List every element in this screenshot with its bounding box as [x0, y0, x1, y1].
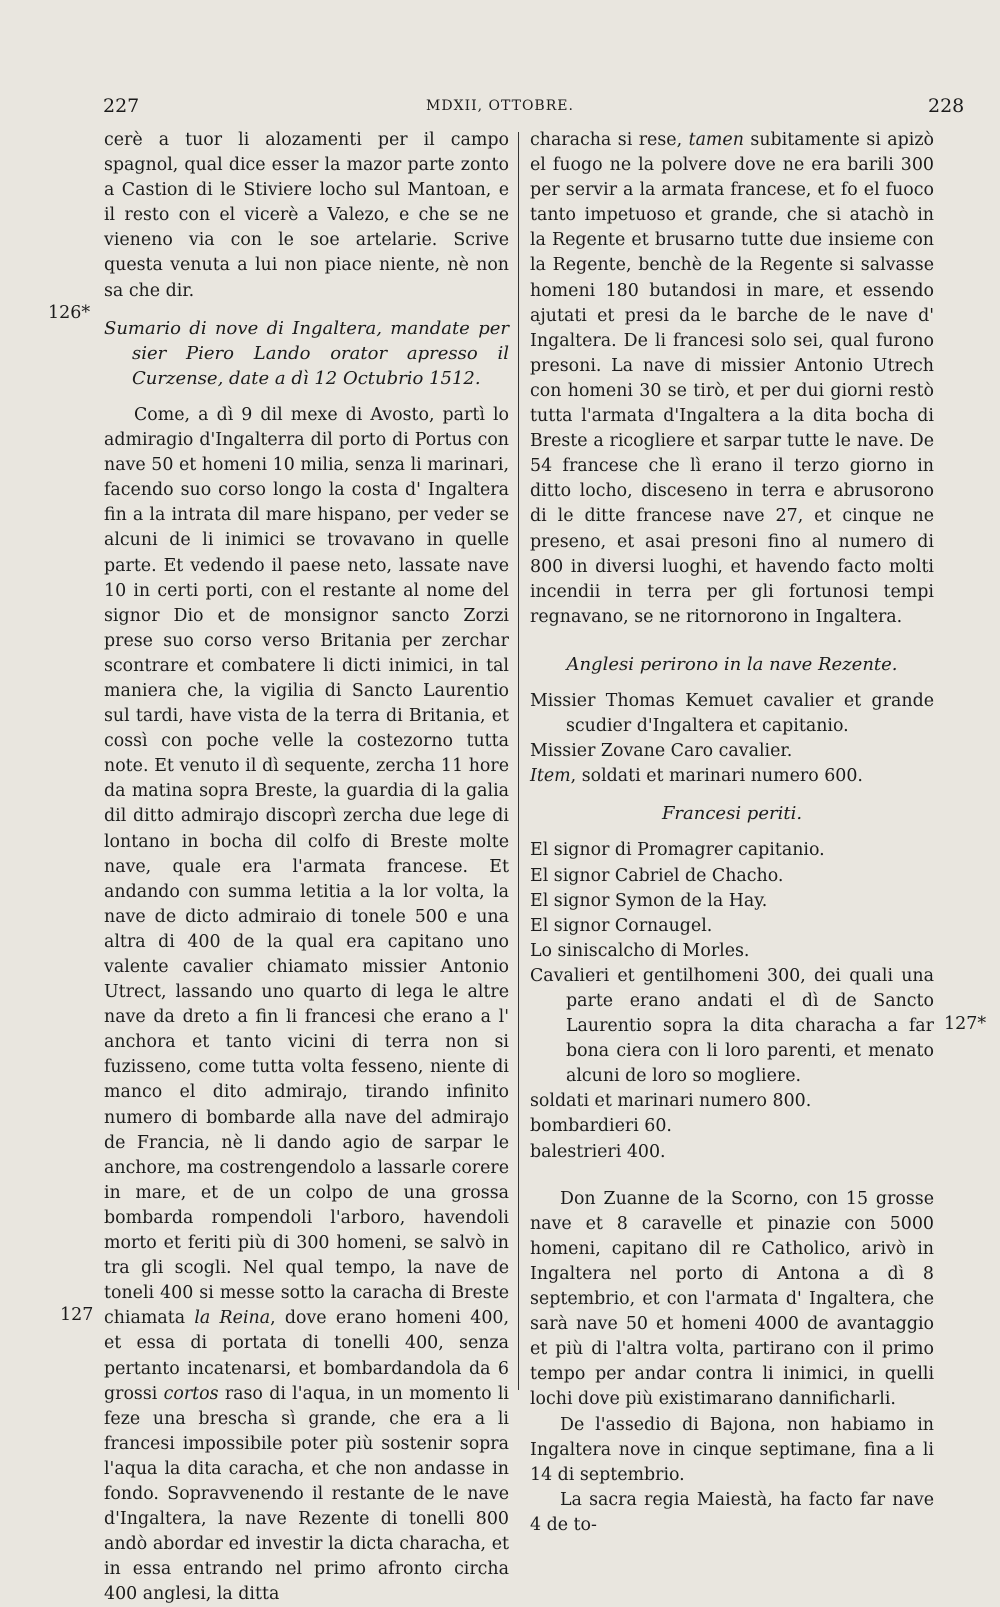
paragraph: Don Zuanne de la Scorno, con 15 grosse nave et 8 caravelle et pinazie con 5000 homeni, capitano dil re Catholico, arivò in Ingaltera nel porto di Antona a dì 8 septembrio, et con l'armata d' Ingaltera, che sarà nave 50 et homeni 4000 de avantaggio et più di l'altra volta, partirano con il primo tempo per andar contra li inimici, in quelli lochi dove più existimarano dannificharli. — [530, 1188, 934, 1410]
margin-number-126: 126* — [48, 303, 91, 323]
section-heading: Francesi periti. — [661, 803, 803, 825]
paragraph: La sacra regia Maiestà, ha facto far nave 4 de to- — [530, 1489, 934, 1535]
list-item: El signor Symon de la Hay. — [530, 890, 768, 911]
list-item: El signor Cabriel de Chacho. — [530, 865, 784, 886]
margin-number-127-right: 127* — [944, 1014, 987, 1034]
list-item: El signor di Promagrer capitanio. — [530, 840, 825, 861]
margin-number-127-left: 127 — [60, 1305, 94, 1325]
running-title: MDXII, OTTOBRE. — [426, 98, 574, 114]
list-item: soldati et marinari numero 800. — [530, 1091, 812, 1112]
paragraph: Come, a dì 9 dil mexe di Avosto, partì lo admiragio d'Ingalterra dil porto di Portus con nave 50 et homeni 10 milia, senza li marinari, facendo suo corso longo la costa d' Ingaltera fin a la intrata dil mare hispano, per veder se alcuni de li inimici se trovavano in quelle parte. Et vedendo il paese neto, lassate nave 10 in certi porti, con el restante al nome del signor Dio et de monsignor sancto Zorzi prese suo corso verso Britania per zerchar scontrare et combatere li dicti inimici, in tal maniera che, la vigilia di Sancto Laurentio sul tardi, have vista de la terra di Britania, et cossì con poche velle la costezorno tutta note. Et venuto il dì sequente, zercha 11 hore da matina sopra Breste, la guardia di la galia dil ditto admirajo discoprì zercha due lege di lontano in bocha dil colfo di Breste molte nave, quale era l'armata francese. Et andando con summa letitia a la lor volta, la nave de dicto admiraio di tonele 500 e una altra di 400 de la qual era capitano uno valente cavalier chiamato missier Antonio Utrect, lassando uno quarto di lega le altre nave da dreto a fin li francesi che erano a l' anchora et tanto vicini di terra non si fuzisseno, come tutta volta fesseno, niente di manco el dito admirajo, tirando infinito numero di bombarde alla nave del admirajo de Francia, nè li dando agio de sarpar le anchore, ma costrengendolo a lassarle corere in mare, et de un colpo de una grossa bombarda rompendoli l'arboro, havendoli morto et feriti più di 300 homeni, se salvò in tra gli scogli. Nel qual tempo, la nave de toneli 400 si messe sotto la caracha di Breste chiamata la Reina, dove erano homeni 400, et essa di portata di tonelli 400, senza pertanto incatenarsi, et bombardandola da 6 grossi cortos raso di l'aqua, in un momento li feze una brescha sì grande, che era a li francesi impossibile poter più sostenir sopra l'aqua la dita caracha, et che non andasse in fondo. Sopravvenendo il restante de le nave d'Ingaltera, la nave Rezente di tonelli 800 andò abordar ed investir la dicta characha, et in essa entrando nel primo afronto circha 400 anglesi, la ditta — [104, 404, 509, 1605]
list-item: Missier Zovane Caro cavalier. — [530, 741, 793, 762]
page-number-left: 227 — [103, 95, 140, 117]
section-title: Sumario di nove di Ingaltera, mandate per sier Piero Lando orator apresso il Curzense, date a dì 12 Octubrio 1512. — [104, 317, 509, 389]
left-column — [104, 128, 509, 1607]
list-item: bombardieri 60. — [530, 1116, 672, 1137]
list-item: El signor Cornaugel. — [530, 915, 713, 936]
list-item: balestrieri 400. — [530, 1141, 666, 1162]
paragraph: characha si rese, tamen subitamente si apizò el fuogo ne la polvere dove ne era barili 300 per servir a la armata francese, et fo el fuoco tanto impetuoso et grande, che si atachò in la Regente et brusarno tutte due insieme con la Regente, benchè de la Regente si salvasse homeni 180 butandosi in mare, et essendo ajutati et presi da le barche de le nave d' Ingaltera. De li francesi solo sei, qual furono presoni. La nave di missier Antonio Utrech con homeni 30 se tirò, et per dui giorni restò tutta l'armata d'Ingaltera a la dita bocha di Breste a ricogliere et sarpar tutte le nave. De 54 francese che lì erano il terzo giorno in ditto locho, disceseno in terra e abrusorono di le ditte francese nave 27, et cinque ne preseno, et asai presoni fino al numero di 800 in diversi luoghi, et havendo facto molti incendii in terra per gli fortunosi tempi regnavano, se ne ritornorono in Ingaltera. — [530, 130, 934, 627]
page-header — [0, 95, 1000, 125]
paragraph: De l'assedio di Bajona, non habiamo in Ingaltera nove in cinque septimane, fina a li 14 di septembrio. — [530, 1414, 934, 1485]
list-item: Lo siniscalcho di Morles. — [530, 940, 750, 961]
paragraph: cerè a tuor li alozamenti per il campo spagnol, qual dice esser la mazor parte zonto a Castion di le Stiviere locho sul Mantoan, e il resto con el vicerè a Valezo, e che se ne vieneno via con le soe artelarie. Scrive questa venuta a lui non piace niente, nè non sa che dir. — [104, 130, 509, 301]
list-item: Missier Thomas Kemuet cavalier et grande scudier d'Ingaltera et capitanio. — [530, 690, 934, 737]
page-number-right: 228 — [928, 95, 965, 117]
section-heading: Anglesi perirono in la nave Rezente. — [566, 653, 898, 675]
right-column — [530, 128, 934, 1538]
list-item: Item, soldati et marinari numero 600. — [530, 766, 863, 787]
list-item: Cavalieri et gentilhomeni 300, dei quali una parte erano andati el dì de Sancto Laurentio sopra la dita characha a far bona ciera con li loro parenti, et menato alcuni de loro so mogliere. — [530, 965, 934, 1087]
column-divider — [518, 132, 519, 1390]
